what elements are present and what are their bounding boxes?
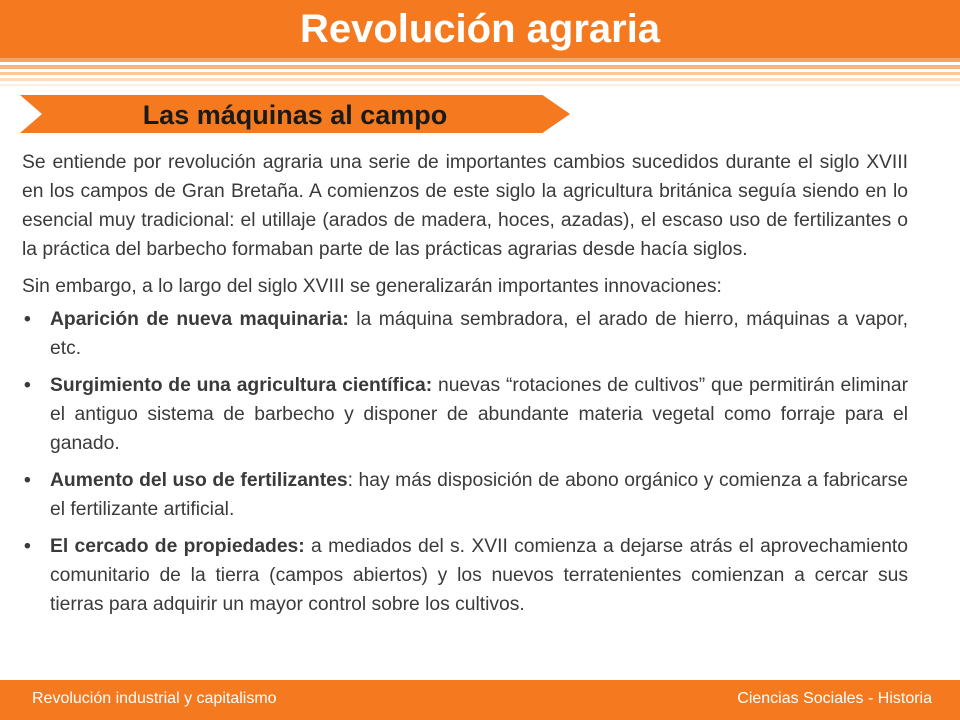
list-item bbox=[22, 371, 908, 458]
intro-paragraph: Se entiende por revolución agraria una serie de importantes cambios sucedidos durante el siglo XVIII en los campos de Gran Bretaña. A comienzos de este siglo la agricultura británica seguía siendo en lo esencial muy tradicional: el utillaje (arados de madera, hoces, azadas), el escaso uso de fertilizantes o la práctica del barbecho formaban parte de las prácticas agrarias desde hacía siglos. bbox=[22, 152, 908, 260]
list-item bbox=[22, 532, 908, 619]
subtitle: Las máquinas al campo bbox=[142, 100, 448, 130]
bullet-icon: • bbox=[24, 309, 31, 330]
footer-course-title: Revolución industrial y capitalismo bbox=[32, 690, 277, 707]
content-area bbox=[22, 148, 908, 627]
list-item-text: : hay más disposición de abono orgánico y comienza a fabricarse el fertilizante artificial. bbox=[50, 470, 908, 520]
header-stripes bbox=[0, 58, 960, 86]
header-bar bbox=[0, 0, 960, 58]
list-item-heading: El cercado de propiedades: bbox=[50, 536, 305, 557]
lead-paragraph: Sin embargo, a lo largo del siglo XVIII se generalizarán importantes innovaciones: bbox=[22, 276, 722, 297]
list-item bbox=[22, 466, 908, 524]
list-item-heading: Aparición de nueva maquinaria: bbox=[50, 309, 349, 330]
list-item-text: a mediados del s. XVII comienza a dejarse atrás el aprovechamiento comunitario de la tierra (campos abiertos) y los nuevos terratenientes comienzan a cercar sus tierras para adquirir un mayor control sobre los cultivos. bbox=[50, 536, 908, 615]
slide-title: Revolución agraria bbox=[299, 7, 661, 51]
bullet-icon: • bbox=[24, 375, 31, 396]
list-item-text: nuevas “rotaciones de cultivos” que permitirán eliminar el antiguo sistema de barbecho y disponer de abundante materia vegetal como forraje para el ganado. bbox=[50, 375, 908, 454]
list-item-heading: Surgimiento de una agricultura científica: bbox=[50, 375, 433, 396]
bullet-icon: • bbox=[24, 470, 31, 491]
list-item-heading: Aumento del uso de fertilizantes bbox=[50, 470, 348, 491]
footer-bar bbox=[0, 680, 960, 720]
innovations-list bbox=[22, 305, 908, 619]
list-item bbox=[22, 305, 908, 363]
bullet-icon: • bbox=[24, 536, 31, 557]
list-item-text: la máquina sembradora, el arado de hierro, máquinas a vapor, etc. bbox=[50, 309, 908, 359]
footer-subject: Ciencias Sociales - Historia bbox=[737, 690, 932, 707]
